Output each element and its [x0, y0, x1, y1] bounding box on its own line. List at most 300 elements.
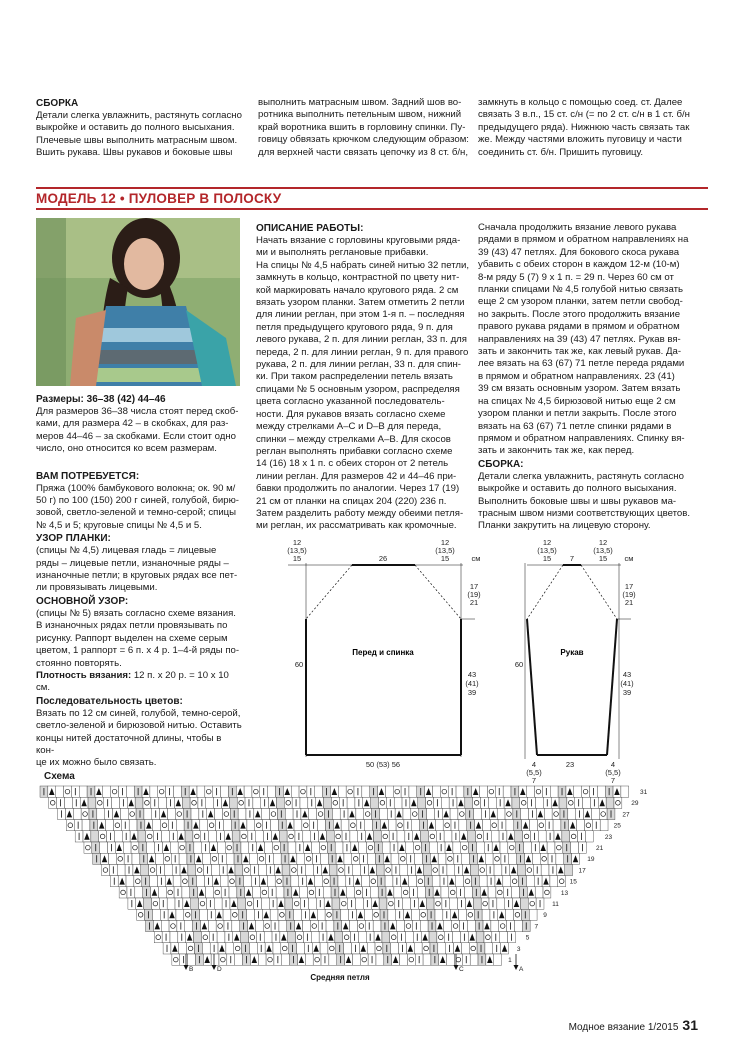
chart-cell	[358, 932, 366, 943]
chart-cell	[550, 876, 558, 887]
chart-cell	[572, 853, 580, 864]
chart-cell	[116, 853, 124, 864]
chart-cell	[195, 954, 203, 965]
text-line: 14 (16) 18 x 1 п. с обеих сторон от 2 петель	[256, 458, 449, 470]
chart-cell	[107, 831, 115, 842]
chart-cell	[328, 853, 336, 864]
chart-cell	[347, 887, 355, 898]
main-pattern-heading: ОСНОВНОЙ УЗОР:	[36, 595, 129, 607]
chart-cell	[284, 887, 292, 898]
chart-cell	[303, 932, 311, 943]
plank-heading: УЗОР ПЛАНКИ:	[36, 533, 111, 545]
chart-cell	[565, 864, 573, 875]
chart-cell	[153, 820, 161, 831]
text-line: говицу обвязать крючком следующим образом:	[258, 134, 469, 146]
chart-cell	[348, 898, 356, 909]
chart-cell	[535, 786, 543, 797]
chart-cell	[343, 842, 351, 853]
front-piece-title: Перед и спинка	[352, 648, 414, 657]
chart-cell	[276, 797, 284, 808]
chart-cell	[421, 932, 429, 943]
colors-text	[36, 708, 242, 770]
front-bottom-dim: 50 (53) 56	[365, 760, 401, 769]
chart-row-number: 9	[543, 912, 547, 920]
chart-cell	[514, 920, 522, 931]
chart-cell	[49, 797, 57, 808]
chart-cell	[217, 842, 225, 853]
chart-cell	[100, 842, 108, 853]
chart-cell	[204, 864, 212, 875]
chart-cell	[477, 943, 485, 954]
chart-cell	[169, 920, 177, 931]
chart-cell	[461, 842, 469, 853]
chart-cell	[500, 932, 508, 943]
chart-cell	[520, 898, 528, 909]
chart-cell	[384, 954, 392, 965]
text-line: выкройке и оставить до полного высыхания.	[478, 483, 677, 495]
chart-cell	[363, 797, 371, 808]
magazine-name: Модное вязание 1/2015	[568, 1022, 679, 1033]
chart-cell	[578, 831, 586, 842]
chart-cell	[199, 898, 207, 909]
chart-cell	[203, 954, 211, 965]
chart-cell	[374, 842, 382, 853]
chart-cell	[308, 797, 316, 808]
chart-cell	[174, 887, 182, 898]
chart-cell	[512, 797, 520, 808]
chart-cell	[557, 864, 565, 875]
chart-cell	[237, 797, 245, 808]
chart-cell	[99, 831, 107, 842]
chart-cell	[524, 842, 532, 853]
chart-cell	[336, 853, 344, 864]
chart-cell	[528, 797, 536, 808]
chart-cell	[526, 876, 534, 887]
chart-cell	[278, 820, 286, 831]
chart-arrow-label: A	[519, 966, 524, 973]
chart-cell	[434, 898, 442, 909]
text-line: число, оно относится ко всем размерам.	[36, 443, 217, 455]
chart-cell	[180, 954, 188, 965]
text-line: зать и закончить так же, как левый рукав. Да-	[478, 346, 682, 358]
chart-cell	[101, 853, 109, 864]
text-line: Затем разделить работу между обеими петля-	[256, 507, 464, 519]
chart-cell	[142, 876, 150, 887]
chart-cell	[359, 842, 367, 853]
chart-cell	[193, 831, 201, 842]
chart-cell	[228, 786, 236, 797]
chart-cell	[346, 876, 354, 887]
chart-cell	[439, 954, 447, 965]
chart-cell	[223, 909, 231, 920]
chart-cell	[337, 954, 345, 965]
chart-cell	[527, 887, 535, 898]
chart-cell	[127, 797, 135, 808]
chart-cell	[553, 820, 561, 831]
chart-cell	[219, 864, 227, 875]
text-line: (спицы № 5) вязать согласно схеме вязания.	[36, 607, 236, 619]
chart-cell	[437, 842, 445, 853]
chart-cell	[368, 954, 376, 965]
chart-cell	[491, 831, 499, 842]
chart-cell	[591, 808, 599, 819]
chart-cell	[298, 864, 306, 875]
chart-cell	[613, 786, 621, 797]
text-line: вязать на 63 (67) 71 петле спинки рядами в	[478, 420, 672, 432]
chart-cell	[472, 887, 480, 898]
chart-cell	[308, 898, 316, 909]
chart-cell	[405, 831, 413, 842]
chart-cell	[317, 909, 325, 920]
chart-cell	[332, 898, 340, 909]
chart-cell	[530, 820, 538, 831]
chart-cell	[201, 932, 209, 943]
chart-cell	[276, 887, 284, 898]
sleeve-top-left-dim-3: 15	[542, 554, 552, 563]
chart-cell	[359, 943, 367, 954]
chart-cell	[293, 808, 301, 819]
sleeve-bottom-right-dim-2: (5,5)	[605, 768, 621, 777]
chart-cell	[113, 808, 121, 819]
chart-cell	[485, 853, 493, 864]
text-line: зать и закончить так же, как перед.	[478, 445, 635, 457]
chart-cell	[437, 932, 445, 943]
chart-cell	[339, 797, 347, 808]
chart-cell	[350, 920, 358, 931]
front-right-lower-dim-3: 39	[467, 688, 477, 697]
text-line: замкнуть в кольцо, контрастной по цвету нит-	[256, 272, 460, 284]
chart-cell	[48, 786, 56, 797]
text-line: 50 г) по 100 (150) 200 г синей, голубой, бирю-	[36, 495, 239, 507]
text-line: ми и выполнять реглановые прибавки.	[256, 247, 429, 259]
chart-cell	[470, 864, 478, 875]
chart-cell	[566, 786, 574, 797]
chart-cell	[474, 909, 482, 920]
chart-cell	[331, 797, 339, 808]
chart-cell	[243, 864, 251, 875]
chart-cell	[464, 786, 472, 797]
chart-cell	[301, 808, 309, 819]
chart-cell	[411, 898, 419, 909]
chart-cell	[470, 954, 478, 965]
chart-cell	[227, 864, 235, 875]
chart-cell	[403, 808, 411, 819]
chart-cell	[414, 943, 422, 954]
chart-cell	[486, 954, 494, 965]
text-line: направлениях на 39 (43) 47 петлях. Рукав вя-	[478, 333, 681, 345]
chart-cell	[357, 820, 365, 831]
chart-cell	[159, 797, 167, 808]
chart-cell	[382, 842, 390, 853]
chart-cell	[307, 786, 315, 797]
left-column	[36, 393, 242, 770]
chart-cell	[473, 898, 481, 909]
chart-cell	[571, 842, 579, 853]
chart-cell	[331, 887, 339, 898]
chart-cell	[200, 909, 208, 920]
chart-cell	[228, 876, 236, 887]
chart-cell	[319, 842, 327, 853]
chart-cell	[126, 786, 134, 797]
chart-cell	[235, 864, 243, 875]
chart-cell	[325, 909, 333, 920]
chart-cell	[108, 842, 116, 853]
chart-cell	[354, 876, 362, 887]
right-column	[478, 222, 694, 533]
text-line: кой маркировать начало кругового ряда. 2 см	[256, 284, 459, 296]
chart-cell	[429, 932, 437, 943]
chart-cell	[129, 820, 137, 831]
chart-cell	[154, 831, 162, 842]
chart-cell	[445, 932, 453, 943]
top-col-3	[478, 97, 693, 159]
text-line: для верхней части связать цепочку из 8 ст. б/н,	[258, 146, 468, 158]
chart-cell	[338, 786, 346, 797]
chart-cell	[189, 786, 197, 797]
main-pattern-text	[36, 608, 242, 670]
chart-cell	[194, 932, 202, 943]
chart-cell	[145, 909, 153, 920]
chart-cell	[461, 943, 469, 954]
chart-cell	[392, 864, 400, 875]
chart-cell	[436, 920, 444, 931]
chart-bottom-label: Средняя петля	[310, 973, 370, 982]
chart-cell	[462, 954, 470, 965]
chart-cell	[138, 831, 146, 842]
chart-cell	[324, 808, 332, 819]
chart-cell	[473, 797, 481, 808]
chart-cell	[250, 954, 258, 965]
chart-cell	[493, 853, 501, 864]
chart-cell	[56, 786, 64, 797]
chart-row-number: 5	[525, 934, 530, 942]
chart-cell	[378, 887, 386, 898]
chart-cell	[95, 786, 103, 797]
chart-cell	[426, 797, 434, 808]
chart-cell	[299, 876, 307, 887]
chart-cell	[370, 887, 378, 898]
chart-cell	[388, 909, 396, 920]
chart-cell	[244, 876, 252, 887]
chart-cell	[458, 808, 466, 819]
chart-cell	[421, 831, 429, 842]
chart-cell	[277, 808, 285, 819]
front-top-left-dim-2: (13,5)	[287, 546, 307, 555]
chart-cell	[621, 786, 629, 797]
chart-cell	[162, 932, 170, 943]
chart-cell	[401, 876, 409, 887]
chart-cell	[356, 808, 364, 819]
chart-cell	[360, 954, 368, 965]
chart-cell	[316, 797, 324, 808]
chart-cell	[561, 820, 569, 831]
chart-cell	[233, 842, 241, 853]
sleeve-bottom-right-dim-3: 7	[610, 776, 616, 785]
chart-row-number: 15	[569, 878, 577, 886]
chart-cell	[213, 887, 221, 898]
text-line: бавки продолжить по аналогии. Через 17 (19)	[256, 483, 460, 495]
chart-cell	[481, 797, 489, 808]
chart-cell	[532, 853, 540, 864]
chart-cell	[144, 808, 152, 819]
chart-cell	[194, 842, 202, 853]
chart-cell	[427, 820, 435, 831]
chart-cell	[232, 831, 240, 842]
chart-cell	[519, 786, 527, 797]
chart-cell	[442, 898, 450, 909]
text-line: цветом, 1 раппорт = 6 п. x 4 р. 1–4-й ряды по-	[36, 645, 240, 657]
text-line: Детали слегка увлажнить, растянуть согласно	[478, 470, 684, 482]
chart-cell	[357, 909, 365, 920]
chart-cell	[585, 831, 593, 842]
chart-cell	[528, 898, 536, 909]
chart-cell	[480, 887, 488, 898]
chart-cell	[542, 876, 550, 887]
chart-cell	[352, 853, 360, 864]
chart-cell	[152, 909, 160, 920]
chart-cell	[574, 786, 582, 797]
chart-cell	[127, 887, 135, 898]
text-line: край воротника вшить в горловину спинки. Пу-	[258, 121, 466, 133]
text-line: еще 2 см узором планки, затем петли свобод-	[478, 296, 683, 308]
chart-cell	[519, 887, 527, 898]
chart-cell	[239, 909, 247, 920]
chart-cell	[477, 853, 485, 864]
chart-cell	[394, 797, 402, 808]
chart-cell	[330, 876, 338, 887]
chart-cell	[262, 808, 270, 819]
chart-cell	[339, 887, 347, 898]
chart-cell	[533, 864, 541, 875]
chart-cell	[142, 786, 150, 797]
chart-cell	[259, 864, 267, 875]
chart-cell	[281, 853, 289, 864]
chart-cell	[499, 831, 507, 842]
chart-cell	[283, 876, 291, 887]
chart-cell	[367, 842, 375, 853]
text-line: Плечевые швы выполнить матрасным швом.	[36, 134, 238, 146]
chart-cell	[178, 932, 186, 943]
chart-cell	[433, 786, 441, 797]
chart-cell	[254, 808, 262, 819]
chart-cell	[317, 808, 325, 819]
chart-cell	[259, 876, 267, 887]
chart-cell	[385, 786, 393, 797]
chart-cell	[522, 920, 530, 931]
text-line: трасным швом низми соответствующих цветов.	[478, 507, 690, 519]
chart-cell	[332, 808, 340, 819]
chart-cell	[334, 831, 342, 842]
chart-cell	[84, 842, 92, 853]
chart-cell	[291, 786, 299, 797]
chart-cell	[260, 786, 268, 797]
text-line: № 4,5 и 5; круговые спицы № 4,5 и 5.	[36, 519, 202, 531]
chart-row-number: 31	[640, 789, 648, 796]
chart-cell	[607, 808, 615, 819]
chart-cell	[536, 808, 544, 819]
chart-cell	[312, 943, 320, 954]
chart-cell	[521, 909, 529, 920]
chart-cell	[232, 920, 240, 931]
chart-cell	[456, 786, 464, 797]
chart-cell	[145, 820, 153, 831]
chart-cell	[296, 842, 304, 853]
chart-cell	[485, 943, 493, 954]
chart-cell	[266, 954, 274, 965]
chart-cell	[186, 842, 194, 853]
chart-cell	[399, 943, 407, 954]
chart-cell	[158, 887, 166, 898]
chart-cell	[590, 797, 598, 808]
chart-cell	[249, 943, 257, 954]
chart-cell	[242, 943, 250, 954]
chart-cell	[136, 808, 144, 819]
chart-cell	[410, 797, 418, 808]
chart-cell	[273, 853, 281, 864]
chart-cell	[111, 786, 119, 797]
chart-cell	[97, 808, 105, 819]
chart-cell	[538, 831, 546, 842]
text-line: Вязать по 12 см синей, голубой, темно-серой,	[36, 707, 241, 719]
chart-cell	[74, 820, 82, 831]
chart-cell	[178, 842, 186, 853]
chart-cell	[385, 876, 393, 887]
sleeve-top-right-dim-3: 15	[598, 554, 608, 563]
chart-cell	[211, 864, 219, 875]
chart-cell	[275, 876, 283, 887]
chart-cell	[479, 876, 487, 887]
chart-cell	[450, 898, 458, 909]
chart-cell	[396, 820, 404, 831]
chart-cell	[379, 898, 387, 909]
chart-cell	[166, 786, 174, 797]
chart-cell	[362, 876, 370, 887]
chart-cell	[387, 898, 395, 909]
assembly-text	[478, 471, 694, 533]
chart-cell	[466, 808, 474, 819]
chart-cell	[481, 808, 489, 819]
chart-cell	[249, 842, 257, 853]
chart-cell	[137, 820, 145, 831]
chart-cell	[150, 876, 158, 887]
chart-cell	[189, 876, 197, 887]
chart-cell	[173, 876, 181, 887]
chart-cell	[64, 797, 72, 808]
chart-cell	[349, 820, 357, 831]
chart-cell	[241, 842, 249, 853]
text-line: вязать узором планки. Затем отметить 2 петли	[256, 297, 465, 309]
chart-cell	[467, 820, 475, 831]
chart-cell	[363, 898, 371, 909]
chart-cell	[494, 864, 502, 875]
chart-cell	[397, 920, 405, 931]
chart-cell	[484, 842, 492, 853]
text-line: ности. Для рукавов вязать согласно схеме	[256, 408, 446, 420]
chart-cell	[431, 864, 439, 875]
chart-cell	[198, 887, 206, 898]
text-line: светло-зеленой и бирюзовой нитью. Оставить	[36, 720, 242, 732]
chart-cell	[167, 898, 175, 909]
chart-cell	[304, 943, 312, 954]
chart-cell	[403, 898, 411, 909]
chart-cell	[167, 808, 175, 819]
chart-cell	[286, 820, 294, 831]
chart-cell	[81, 808, 89, 819]
chart-cell	[457, 797, 465, 808]
chart-cell	[306, 864, 314, 875]
chart-cell	[71, 786, 79, 797]
chart-cell	[423, 954, 431, 965]
